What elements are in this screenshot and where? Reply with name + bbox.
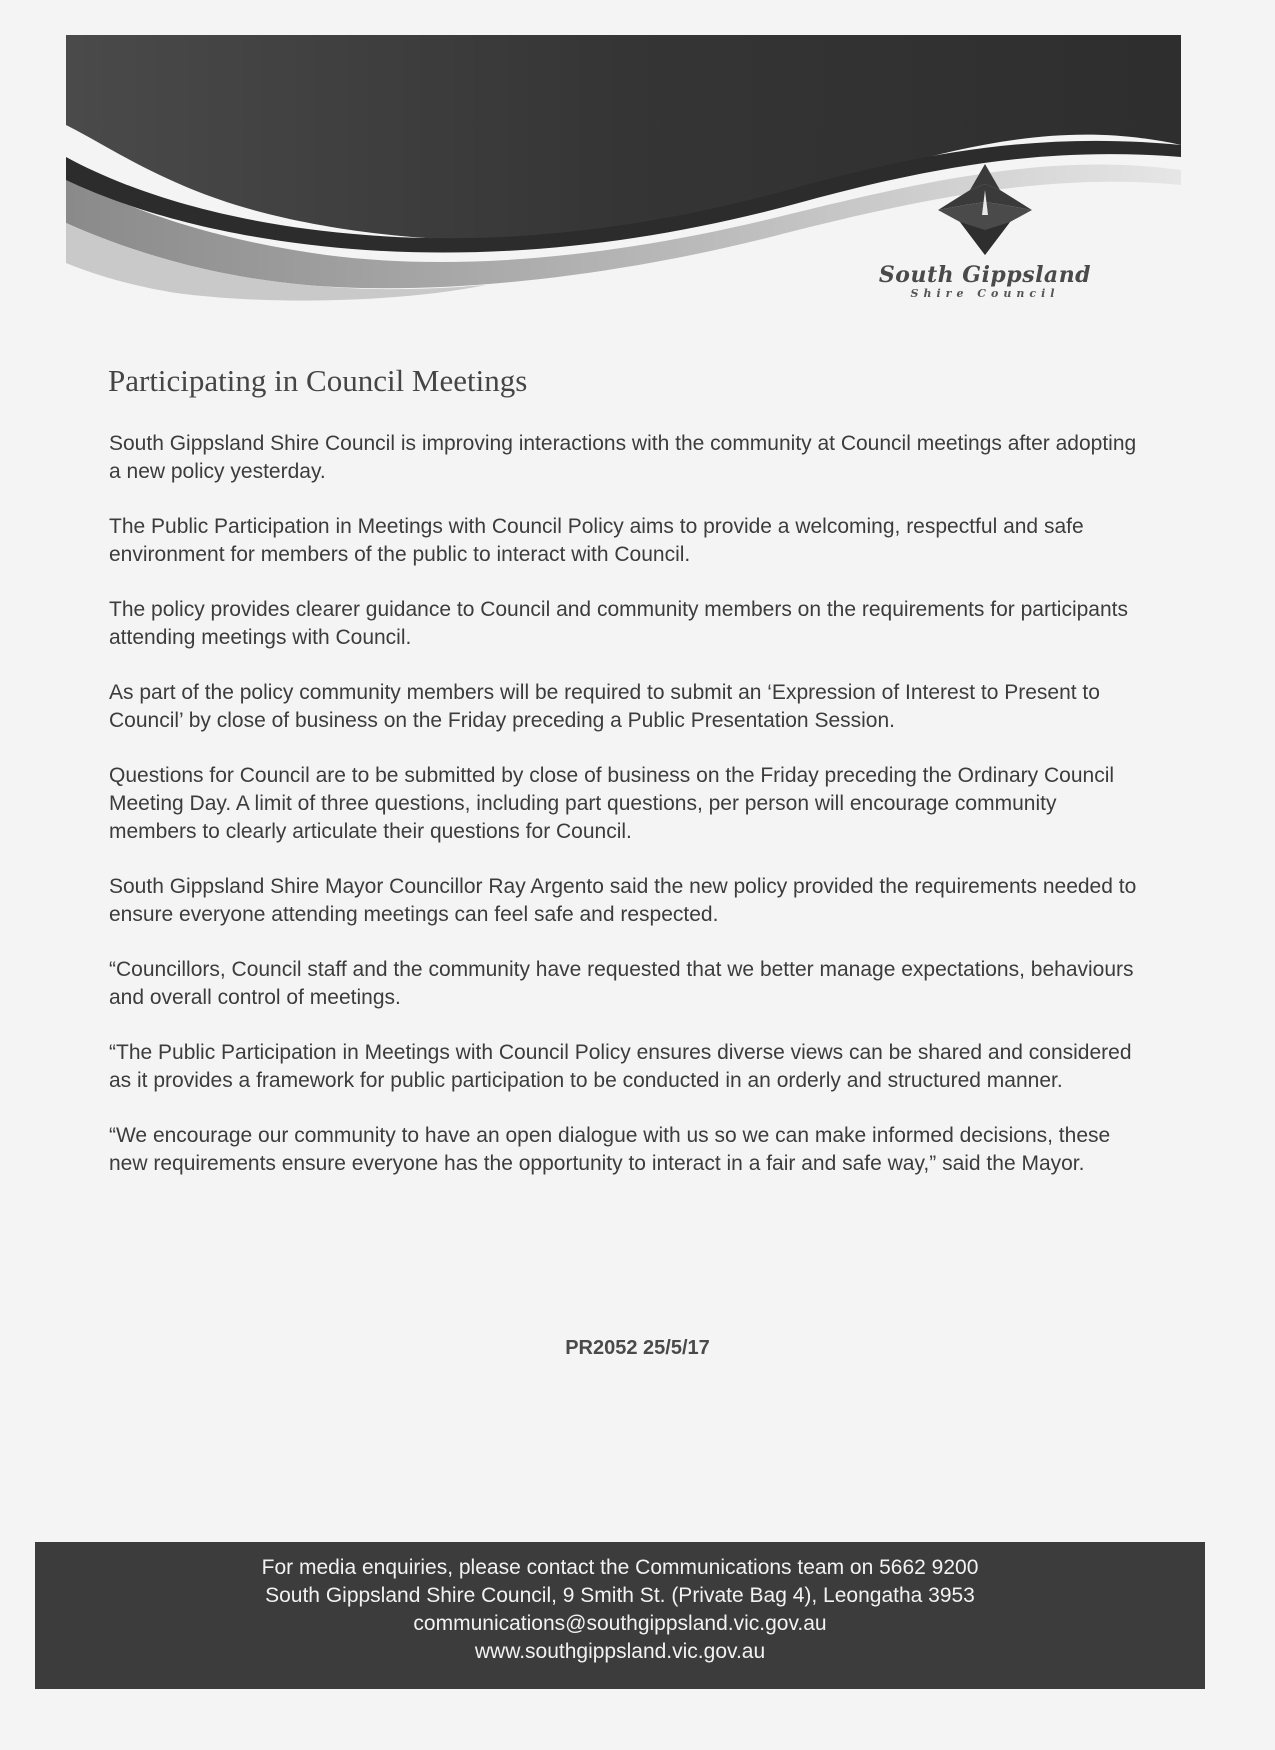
paragraph: “The Public Participation in Meetings with Council Policy ensures diverse views can be shared and considered as it provides a framework for public participation to be conducted in an orderly and structured manner. bbox=[109, 1041, 1132, 1092]
paragraph: The Public Participation in Meetings with Council Policy aims to provide a welcoming, respectful and safe environment for members of the public to interact with Council. bbox=[109, 515, 1084, 566]
paragraph: “We encourage our community to have an open dialogue with us so we can make informed decisions, these new requirements ensure everyone has the opportunity to interact in a fair and safe way,” said the Mayor. bbox=[109, 1124, 1111, 1175]
paragraph: As part of the policy community members will be required to submit an ‘Expression of Interest to Present to Council’ by close of business on the Friday preceding a Public Presentation Session. bbox=[109, 681, 1100, 732]
page-title: Participating in Council Meetings bbox=[108, 363, 528, 398]
footer-address-line: South Gippsland Shire Council, 9 Smith St. (Private Bag 4), Leongatha 3953 bbox=[265, 1584, 975, 1607]
article-body bbox=[109, 430, 1139, 1205]
press-release-reference: PR2052 25/5/17 bbox=[565, 1337, 710, 1359]
logo-name: South Gippsland bbox=[878, 262, 1092, 288]
paragraph: Questions for Council are to be submitted by close of business on the Friday preceding the Ordinary Council Meeting Day. A limit of three questions, including part questions, per person will encourage community members to clearly articulate their questions for Council. bbox=[109, 764, 1115, 843]
footer-media-line: For media enquiries, please contact the Communications team on 5662 9200 bbox=[261, 1556, 979, 1579]
council-emblem-icon bbox=[930, 160, 1040, 260]
logo-subtitle: Shire Council bbox=[910, 287, 1060, 300]
council-logo bbox=[870, 160, 1100, 300]
paragraph: South Gippsland Shire Mayor Councillor Ray Argento said the new policy provided the requirements needed to ensure everyone attending meetings can feel safe and respected. bbox=[109, 875, 1137, 926]
paragraph: The policy provides clearer guidance to Council and community members on the requirements for participants attending meetings with Council. bbox=[109, 598, 1128, 649]
footer-contact-bar bbox=[35, 1542, 1205, 1689]
footer-email: communications@southgippsland.vic.gov.au bbox=[413, 1612, 827, 1635]
paragraph: “Councillors, Council staff and the community have requested that we better manage expectations, behaviours and overall control of meetings. bbox=[109, 958, 1134, 1009]
footer-website: www.southgippsland.vic.gov.au bbox=[474, 1640, 766, 1663]
paragraph: South Gippsland Shire Council is improving interactions with the community at Council meetings after adopting a new policy yesterday. bbox=[109, 432, 1137, 483]
